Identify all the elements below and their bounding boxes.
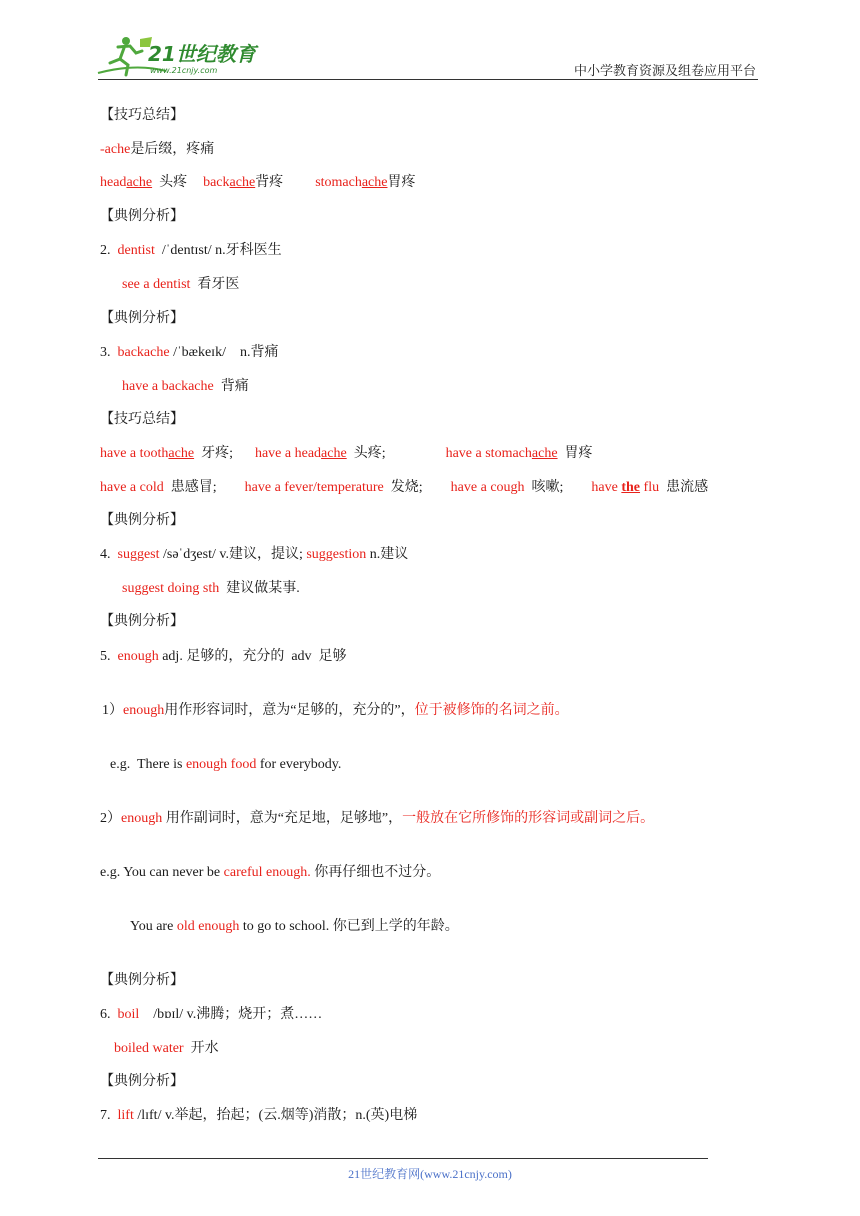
text-line: see a dentist 看牙医 — [122, 277, 240, 292]
vocab-entry: 2. dentist /ˈdentɪst/ n.牙科医生 — [100, 243, 282, 258]
section-heading: 【典例分析】 — [100, 209, 184, 224]
example-line: e.g. You can never be careful enough. 你再仔细也不过分。 — [100, 865, 441, 880]
footer-divider — [98, 1158, 708, 1159]
vocab-entry: 4. suggest /səˈdʒest/ v.建议，提议; suggestion n.建议 — [100, 547, 409, 562]
section-heading: 【技巧总结】 — [100, 108, 184, 123]
text-line: 2）enough 用作副词时，意为“充足地，足够地”，一般放在它所修饰的形容词或副词之后。 — [100, 811, 655, 826]
svg-text:21世纪教育: 21世纪教育 — [148, 42, 256, 66]
section-heading: 【典例分析】 — [100, 1074, 184, 1089]
example-line: e.g. There is enough food for everybody. — [110, 757, 342, 772]
text-line: headache 头疼 backache背疼 stomachache胃疼 — [100, 175, 416, 190]
section-heading: 【典例分析】 — [100, 973, 184, 988]
text-line: have a backache 背痛 — [122, 379, 249, 394]
vocab-entry: 5. enough adj. 足够的，充分的 adv 足够 — [100, 649, 347, 664]
example-line: You are old enough to go to school. 你已到上学的年龄。 — [130, 919, 459, 934]
text-line: -ache是后缀，疼痛 — [100, 142, 215, 157]
vocab-entry: 7. lift /lɪft/ v.举起，抬起；(云.烟等)消散；n.(英)电梯 — [100, 1108, 418, 1123]
text-line: boiled water 开水 — [114, 1041, 219, 1056]
header-divider — [98, 79, 758, 80]
svg-text:www.21cnjy.com: www.21cnjy.com — [150, 66, 218, 75]
section-heading: 【典例分析】 — [100, 614, 184, 629]
logo-21cnjy — [96, 33, 266, 79]
vocab-entry: 3. backache /ˈbækeɪk/ n.背痛 — [100, 345, 279, 360]
text-line: have a cold 患感冒; have a fever/temperature 发烧; have a cough 咳嗽; have the flu 患流感 — [100, 480, 709, 495]
section-heading: 【典例分析】 — [100, 513, 184, 528]
footer-text: 21世纪教育网(www.21cnjy.com) — [348, 1167, 512, 1181]
text-line: have a toothache 牙疼; have a headache 头疼; have a stomachache 胃疼 — [100, 446, 593, 461]
text-line: 1）enough用作形容词时，意为“足够的，充分的”，位于被修饰的名词之前。 — [102, 703, 569, 718]
platform-name: 中小学教育资源及组卷应用平台 — [573, 64, 756, 79]
text-line: suggest doing sth 建议做某事. — [122, 581, 300, 596]
section-heading: 【技巧总结】 — [100, 412, 184, 427]
section-heading: 【典例分析】 — [100, 311, 184, 326]
vocab-entry: 6. boil /bɒɪl/ v.沸腾；烧开；煮…… — [100, 1007, 323, 1022]
